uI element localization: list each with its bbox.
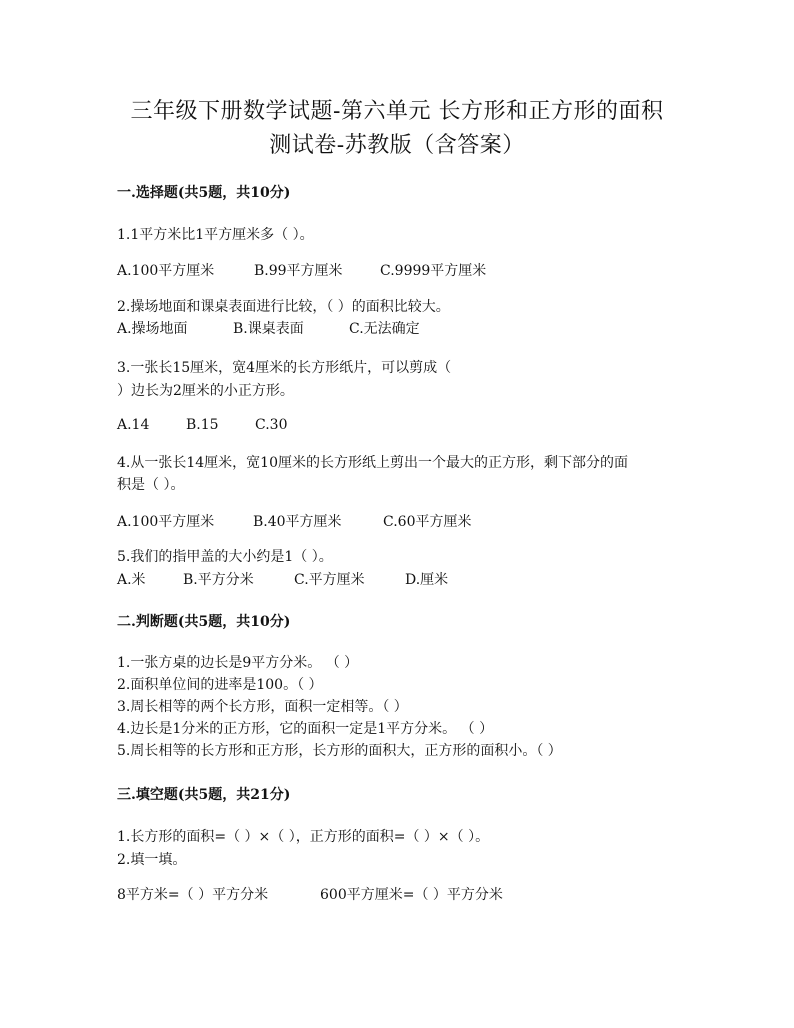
page-title-line1: 三年级下册数学试题-第六单元 长方形和正方形的面积	[130, 99, 664, 124]
option-b: B.99平方厘米	[254, 263, 343, 279]
option-d: D.厘米	[405, 572, 449, 588]
page-title-line2: 测试卷-苏教版（含答案）	[269, 133, 525, 158]
section-heading-fill: 三.填空题(共5题，共21分)	[117, 787, 291, 803]
fill-item: 8平方米=（ ）平方分米	[117, 887, 269, 903]
list-item: 5.周长相等的长方形和正方形，长方形的面积大，正方形的面积小。（ ）	[117, 743, 562, 759]
option-b: B.15	[186, 417, 219, 433]
question-text-line2: ）边长为2厘米的小正方形。	[117, 383, 294, 399]
list-item: 4.边长是1分米的正方形，它的面积一定是1平方分米。 （ ）	[117, 721, 494, 737]
fill-item: 600平方厘米=（ ）平方分米	[320, 887, 503, 903]
question-text: 1.1平方米比1平方厘米多（ ）。	[117, 227, 314, 243]
section-heading-choice: 一.选择题(共5题，共10分)	[117, 185, 291, 201]
option-a: A.操场地面	[117, 321, 188, 337]
question-text-line1: 4.从一张长14厘米，宽10厘米的长方形纸上剪出一个最大的正方形，剩下部分的面	[117, 455, 628, 471]
question-text: 2.填一填。	[117, 852, 187, 868]
question-text-line1: 3.一张长15厘米，宽4厘米的长方形纸片，可以剪成（	[117, 360, 452, 376]
option-c: C.60平方厘米	[383, 514, 472, 530]
option-a: A.100平方厘米	[117, 263, 215, 279]
question-text-line2: 积是（ ）。	[117, 477, 185, 493]
question-text: 1.长方形的面积=（ ）×（ ），正方形的面积=（ ）×（ ）。	[117, 829, 490, 845]
option-b: B.40平方厘米	[253, 514, 342, 530]
option-b: B.课桌表面	[233, 321, 304, 337]
question-text: 5.我们的指甲盖的大小约是1（ ）。	[117, 549, 333, 565]
option-a: A.14	[117, 417, 150, 433]
option-c: C.30	[255, 417, 288, 433]
option-a: A.100平方厘米	[117, 514, 215, 530]
question-text: 2.操场地面和课桌表面进行比较，（ ）的面积比较大。	[117, 299, 450, 315]
option-c: C.9999平方厘米	[380, 263, 487, 279]
list-item: 3.周长相等的两个长方形，面积一定相等。（ ）	[117, 699, 408, 715]
list-item: 2.面积单位间的进率是100。（ ）	[117, 677, 323, 693]
option-b: B.平方分米	[183, 572, 254, 588]
option-c: C.平方厘米	[294, 572, 365, 588]
option-a: A.米	[117, 572, 146, 588]
section-heading-judgment: 二.判断题(共5题，共10分)	[117, 614, 291, 630]
option-c: C.无法确定	[349, 321, 420, 337]
list-item: 1.一张方桌的边长是9平方分米。 （ ）	[117, 655, 359, 671]
